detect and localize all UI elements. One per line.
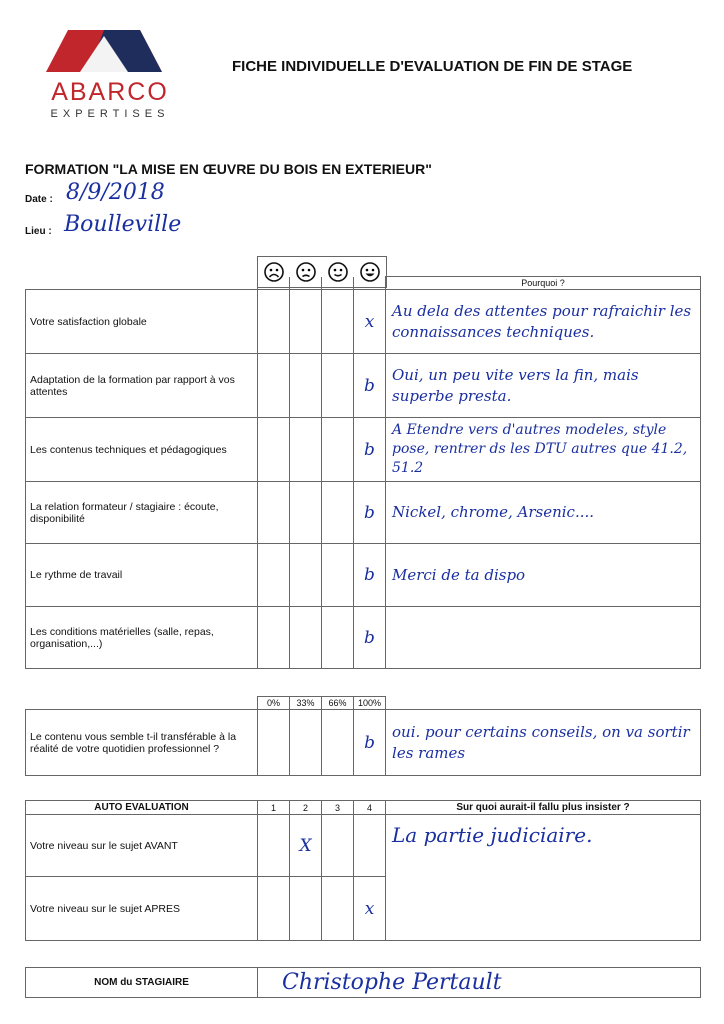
why-answer[interactable] (386, 607, 701, 669)
why-header: Pourquoi ? (386, 277, 701, 290)
lieu-value: Boulleville (64, 212, 182, 237)
rating-mark[interactable]: b (354, 354, 386, 418)
auto-evaluation-row (26, 815, 701, 877)
level-mark[interactable]: X (290, 815, 322, 877)
insist-answer[interactable]: La partie judiciaire. (386, 815, 701, 941)
rating-mark[interactable]: x (354, 290, 386, 354)
abarco-logo (40, 22, 180, 122)
why-answer[interactable]: A Etendre vers d'autres modeles, style pose, rentrer ds les DTU autres que 41.2, 51.2 (386, 418, 701, 482)
why-answer[interactable]: Nickel, chrome, Arsenic.... (386, 482, 701, 544)
transfer-answer[interactable]: oui. pour certains conseils, on va sortir les rames (386, 710, 701, 776)
criterion-label: Les contenus techniques et pédagogiques (26, 418, 258, 482)
percent-header: 66% (322, 697, 354, 710)
lieu-label: Lieu : (25, 226, 52, 237)
document-title: FICHE INDIVIDUELLE D'EVALUATION DE FIN DE STAGE (232, 58, 633, 75)
date-value: 8/9/2018 (66, 180, 165, 205)
percent-header: 100% (354, 697, 386, 710)
stagiaire-table (25, 967, 701, 998)
satisfaction-row (26, 607, 701, 669)
level-label: Votre niveau sur le sujet AVANT (26, 815, 258, 877)
why-answer[interactable]: Oui, un peu vite vers la fin, mais superbe presta. (386, 354, 701, 418)
level-mark[interactable]: x (354, 877, 386, 941)
logo-name: ABARCO (51, 78, 169, 106)
satisfaction-row (26, 544, 701, 607)
why-answer[interactable]: Au dela des attentes pour rafraichir les connaissances techniques. (386, 290, 701, 354)
transfer-table (25, 696, 701, 776)
satisfaction-row (26, 290, 701, 354)
criterion-label: Le rythme de travail (26, 544, 258, 607)
transfer-label: Le contenu vous semble t-il transférable à la réalité de votre quotidien professionnel ? (26, 710, 258, 776)
stagiaire-label: NOM du STAGIAIRE (26, 968, 258, 998)
rating-mark[interactable]: b (354, 544, 386, 607)
criterion-label: La relation formateur / stagiaire : écoute, disponibilité (26, 482, 258, 544)
transfer-row (26, 710, 701, 776)
satisfaction-row (26, 354, 701, 418)
criterion-label: Les conditions matérielles (salle, repas, organisation,...) (26, 607, 258, 669)
criterion-label: Votre satisfaction globale (26, 290, 258, 354)
level-header: 2 (290, 801, 322, 815)
stagiaire-name[interactable]: Christophe Pertault (258, 968, 701, 998)
level-header: 1 (258, 801, 290, 815)
insist-header: Sur quoi aurait-il fallu plus insister ? (386, 801, 701, 815)
transfer-mark[interactable]: b (354, 710, 386, 776)
auto-evaluation-table (25, 800, 701, 941)
level-header: 4 (354, 801, 386, 815)
criterion-label: Adaptation de la formation par rapport à vos attentes (26, 354, 258, 418)
logo-tagline: EXPERTISES (50, 108, 170, 120)
rating-mark[interactable]: b (354, 482, 386, 544)
percent-header: 0% (258, 697, 290, 710)
percent-header: 33% (290, 697, 322, 710)
level-label: Votre niveau sur le sujet APRES (26, 877, 258, 941)
logo-roof-icon (40, 22, 180, 78)
why-answer[interactable]: Merci de ta dispo (386, 544, 701, 607)
rating-mark[interactable]: b (354, 418, 386, 482)
satisfaction-row (26, 482, 701, 544)
date-label: Date : (25, 194, 53, 205)
satisfaction-table (25, 276, 701, 669)
auto-evaluation-title: AUTO EVALUATION (26, 801, 258, 815)
rating-mark[interactable]: b (354, 607, 386, 669)
satisfaction-row (26, 418, 701, 482)
formation-title: FORMATION "LA MISE EN ŒUVRE DU BOIS EN EXTERIEUR" (25, 161, 432, 177)
level-header: 3 (322, 801, 354, 815)
